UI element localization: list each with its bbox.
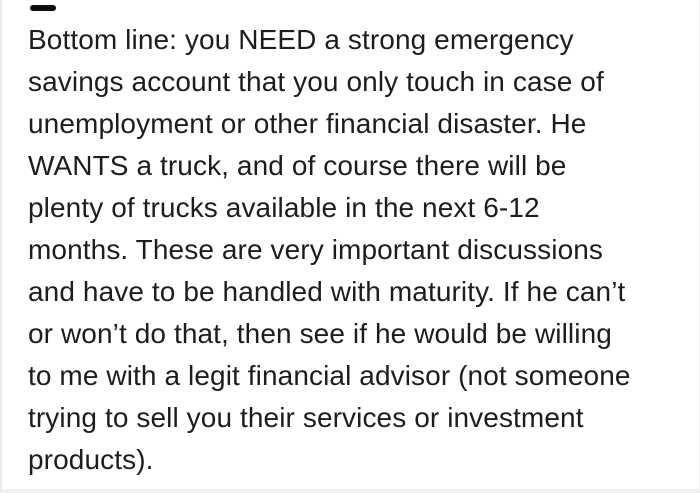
text-line: and have to be handled with maturity. If he can’t bbox=[28, 276, 626, 307]
text-line: months. These are very important discussions bbox=[28, 234, 604, 265]
text-line: trying to sell you their services or investment bbox=[28, 402, 584, 433]
comment-paragraph bbox=[28, 19, 683, 481]
cropped-text-artifact bbox=[30, 5, 56, 11]
text-line: WANTS a truck, and of course there will be bbox=[28, 150, 567, 181]
text-line: Bottom line: you NEED a strong emergency bbox=[28, 24, 574, 55]
text-line: products). bbox=[28, 444, 154, 475]
text-line: to me with a legit financial advisor (not someone bbox=[28, 360, 631, 391]
text-line: savings account that you only touch in case of bbox=[28, 66, 604, 97]
text-line: or won’t do that, then see if he would be willing bbox=[28, 318, 612, 349]
text-line: plenty of trucks available in the next 6-12 bbox=[28, 192, 540, 223]
text-line: unemployment or other financial disaster. He bbox=[28, 108, 587, 139]
